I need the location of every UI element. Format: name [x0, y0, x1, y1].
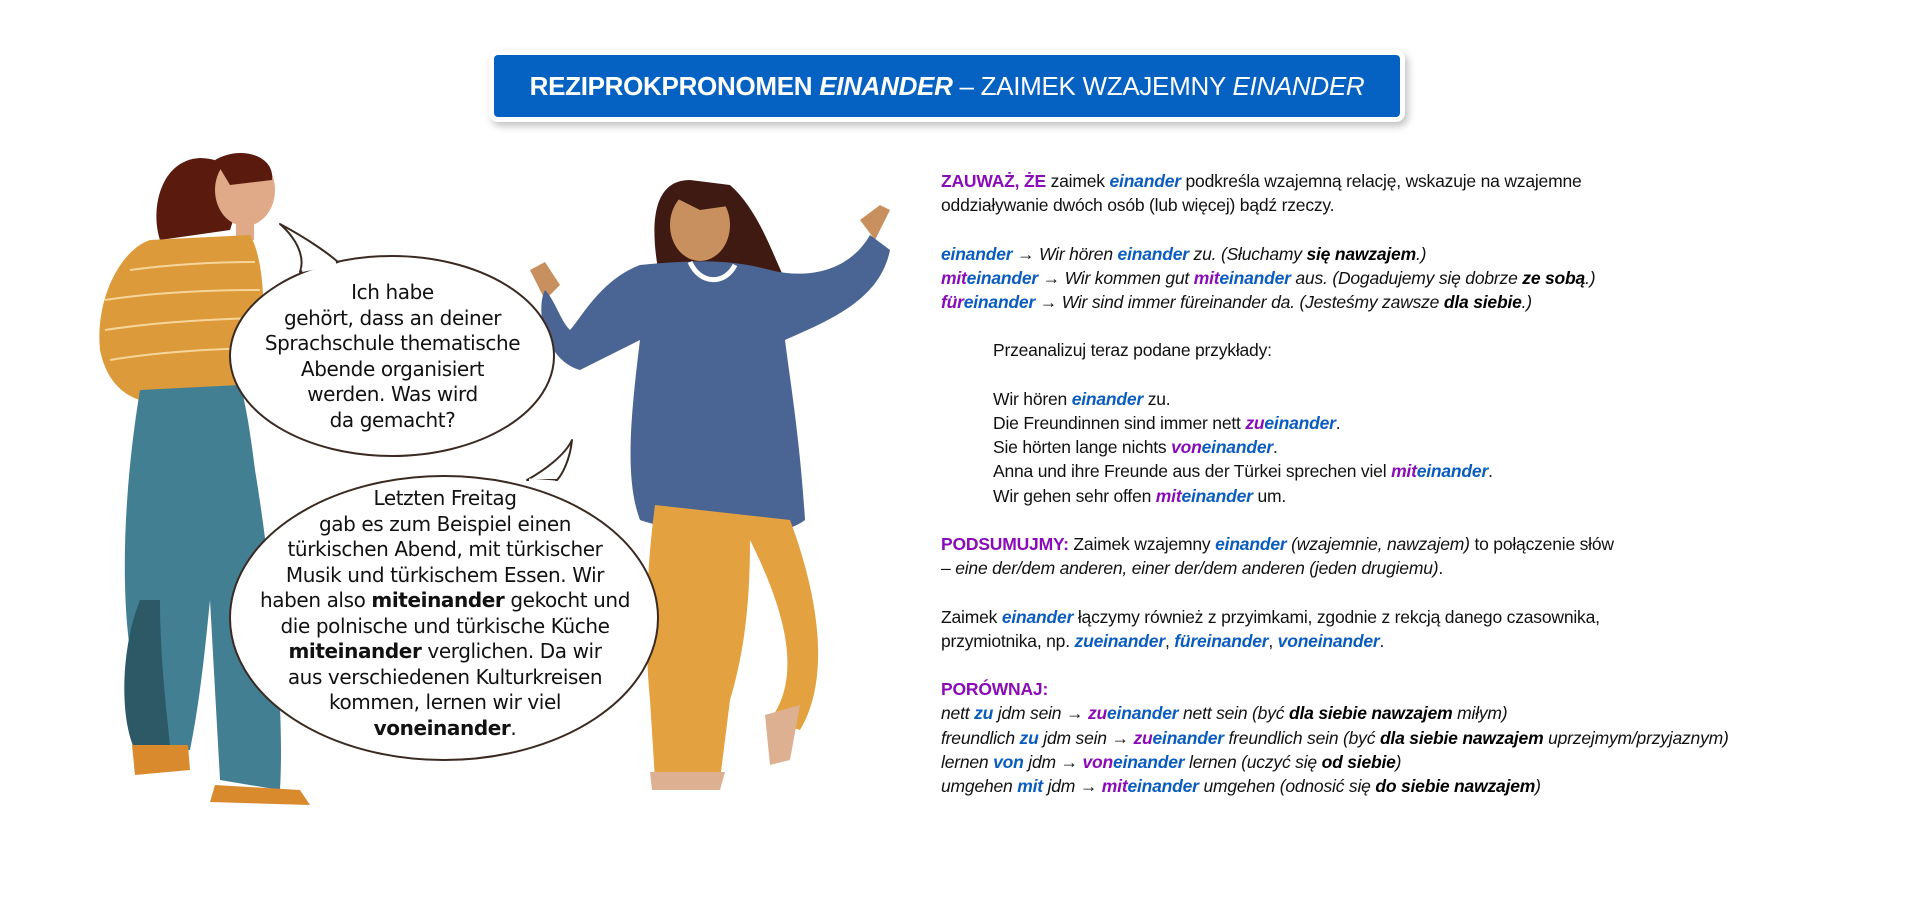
text-segment: Die Freundinnen sind immer nett — [993, 412, 1246, 433]
text-line — [941, 484, 1901, 508]
title-polish: – ZAIMEK WZAJEMNY — [952, 70, 1233, 101]
bubble-line — [240, 331, 545, 357]
bubble-line — [240, 357, 545, 383]
highlighted-word: einander — [1215, 533, 1287, 554]
text-segment: dla siebie nawzajem — [1379, 727, 1544, 748]
highlighted-word: einander — [1219, 267, 1291, 288]
text-segment: do siebie nawzajem — [1375, 775, 1536, 796]
text-segment: umgehen (odnosić się — [1198, 775, 1376, 796]
text-segment: nett sein ( — [1178, 703, 1258, 724]
text-segment: ) — [1535, 775, 1541, 796]
text-segment: ) — [1395, 751, 1402, 772]
bubble-line — [240, 306, 545, 332]
text-segment: türkischen Abend, mit türkischer — [287, 537, 603, 561]
highlighted-word: einander — [1127, 775, 1199, 796]
text-line — [941, 774, 1901, 798]
highlighted-word: zu — [974, 703, 994, 724]
blank-line — [941, 314, 1901, 338]
highlighted-word: einander — [941, 243, 1013, 264]
text-line — [941, 726, 1901, 750]
text-segment: lernen (uczyć się — [1184, 751, 1322, 772]
text-segment: . — [510, 715, 517, 740]
text-line — [941, 677, 1901, 701]
highlighted-word: mit — [1193, 267, 1220, 288]
text-segment: uprzejmym/przyjaznym) — [1543, 727, 1729, 748]
text-segment: Sprachschule thematische — [264, 331, 521, 355]
bubble-line — [240, 382, 545, 408]
bubble-line — [240, 280, 545, 306]
blank-line — [941, 217, 1901, 241]
bubble-line — [240, 716, 650, 742]
text-segment: Letzten Freitag — [373, 486, 517, 510]
text-segment: . — [1438, 558, 1444, 579]
text-segment: um. — [1252, 485, 1287, 506]
highlighted-word: mit — [1391, 461, 1417, 482]
text-segment: (wzajemnie, nawzajem) — [1291, 533, 1470, 554]
text-segment: Abende organisiert — [300, 356, 485, 381]
text-segment: podkreśla wzajemną relację, wskazuje na wzajemne — [1180, 171, 1582, 191]
text-segment: .) — [1521, 292, 1532, 312]
text-segment: zu. — [1143, 388, 1171, 409]
highlighted-word: einander — [1109, 171, 1181, 191]
text-segment: oddziaływanie dwóch osób (lub więcej) bądź rzeczy. — [941, 195, 1335, 216]
text-segment: Wir gehen sehr offen — [993, 485, 1156, 506]
text-line — [941, 629, 1901, 653]
text-segment: gekocht und — [504, 588, 630, 612]
text-segment: .) — [1415, 243, 1427, 264]
text-segment: Przeanalizuj teraz podane przykłady: — [993, 340, 1272, 361]
title-polish-einander: EINANDER — [1232, 70, 1365, 101]
blank-line — [941, 508, 1901, 532]
text-line — [941, 435, 1901, 459]
text-segment: jdm → — [1042, 775, 1102, 796]
text-segment: być — [1257, 703, 1289, 724]
text-segment: . — [1488, 461, 1493, 482]
highlighted-word: mit — [1101, 775, 1128, 796]
text-segment: łączymy również z przyimkami, zgodnie z rekcją danego czasownika, — [1073, 606, 1600, 627]
text-segment: . — [1272, 437, 1278, 458]
page-title — [494, 55, 1400, 117]
bubble-line — [240, 588, 650, 614]
text-segment: die polnische und türkische Küche — [280, 613, 610, 638]
text-segment: da gemacht? — [329, 407, 456, 432]
text-segment: freundlich — [941, 727, 1020, 748]
text-segment: przymiotnika, np. — [941, 630, 1075, 651]
text-segment: umgehen — [941, 775, 1018, 796]
highlighted-word: zu — [1087, 703, 1108, 724]
highlighted-word: füreinander — [1174, 630, 1269, 651]
bubble-line — [240, 537, 650, 563]
highlighted-word: einander — [966, 267, 1038, 288]
highlighted-word: mit — [941, 267, 967, 288]
text-line — [941, 556, 1901, 580]
text-segment: jdm sein → — [1038, 727, 1134, 748]
text-segment: gehört, dass an deiner — [283, 305, 502, 330]
text-segment: lernen — [941, 751, 994, 772]
text-segment: jdm → — [1023, 751, 1083, 772]
text-segment: zaimek — [1045, 171, 1110, 191]
text-segment: , — [1268, 630, 1278, 651]
highlighted-word: zueinander — [1074, 630, 1165, 651]
text-segment: freundlich sein (być — [1223, 727, 1380, 748]
speech-bubble-answer-text — [240, 486, 650, 741]
bubble-line — [240, 563, 650, 589]
bold-word: miteinander — [371, 588, 505, 612]
text-segment: kommen, lernen wir viel — [328, 690, 562, 714]
text-segment: → Wir kommen gut — [1038, 267, 1194, 288]
text-line — [941, 338, 1901, 362]
text-segment: miłym) — [1452, 703, 1508, 724]
bold-word: miteinander — [288, 639, 422, 663]
text-segment: → Wir sind immer füreinander da. (Jesteśmy zawsze — [1035, 292, 1444, 312]
text-segment: dla siebie nawzajem — [1288, 703, 1453, 724]
highlighted-word: einander — [1416, 461, 1489, 482]
highlighted-word: einander — [1117, 243, 1189, 264]
text-line — [941, 459, 1901, 483]
bold-word: voneinander — [373, 715, 511, 740]
text-segment: jdm sein → — [993, 703, 1088, 724]
text-segment: aus. (Dogadujemy się dobrze — [1290, 267, 1523, 288]
highlighted-word: einander — [1001, 606, 1074, 627]
blank-line — [941, 653, 1901, 677]
blank-line — [941, 580, 1901, 604]
text-segment: haben also — [260, 588, 372, 612]
bubble-line — [240, 639, 650, 665]
bubble-line — [240, 614, 650, 640]
highlighted-word: von — [993, 751, 1024, 772]
text-segment: to połączenie słów — [1469, 533, 1614, 554]
speech-bubble-question-text — [240, 280, 545, 433]
text-segment: się nawzajem — [1306, 243, 1416, 264]
text-segment: gab es zum Beispiel einen — [318, 511, 572, 536]
highlighted-word: für — [941, 292, 964, 312]
text-line — [941, 193, 1901, 217]
highlighted-word: einander — [1152, 727, 1224, 748]
text-segment: Zaimek — [941, 606, 1002, 627]
highlighted-word: mit — [1017, 775, 1043, 796]
text-segment: ze sobą — [1522, 267, 1586, 288]
title-german: REZIPROKPRONOMEN — [529, 70, 820, 101]
highlighted-word: zu — [1133, 727, 1153, 748]
highlighted-word: mit — [1155, 485, 1182, 506]
section-heading: PODSUMUJMY: — [941, 533, 1069, 554]
text-line — [941, 605, 1901, 629]
text-segment: nett — [941, 703, 975, 724]
section-heading: ZAUWAŻ, ŻE — [941, 171, 1046, 191]
highlighted-word: einander — [1071, 388, 1144, 409]
text-segment: . — [1335, 412, 1341, 433]
section-heading: PORÓWNAJ: — [941, 679, 1049, 700]
text-line — [941, 387, 1901, 411]
explanation-text — [941, 169, 1901, 798]
text-segment: verglichen. Da wir — [421, 639, 602, 663]
highlighted-word: einander — [963, 292, 1036, 312]
bubble-line — [240, 690, 650, 716]
text-line — [941, 750, 1901, 774]
highlighted-word: einander — [1201, 437, 1273, 458]
text-line — [941, 290, 1901, 314]
text-segment: , — [1164, 630, 1175, 651]
highlighted-word: einander — [1113, 751, 1185, 772]
text-segment: → Wir hören — [1012, 243, 1118, 264]
highlighted-word: voneinander — [1277, 630, 1380, 651]
text-segment: werden. Was wird — [307, 382, 478, 406]
text-line — [941, 532, 1901, 556]
text-segment: – eine der/dem anderen, einer der/dem anderen (jeden drugiemu) — [941, 558, 1439, 579]
text-segment: aus verschiedenen Kulturkreisen — [287, 664, 603, 689]
text-segment: Anna und ihre Freunde aus der Türkei sprechen viel — [993, 461, 1392, 482]
highlighted-word: einander — [1181, 485, 1253, 506]
text-segment: Zaimek wzajemny — [1068, 533, 1216, 554]
bubble-line — [240, 512, 650, 538]
highlighted-word: einander — [1107, 703, 1179, 724]
text-segment: Musik und türkischem Essen. Wir — [285, 562, 605, 587]
text-line — [941, 266, 1901, 290]
text-segment: Wir hören — [993, 388, 1072, 409]
highlighted-word: zu — [1019, 727, 1039, 748]
highlighted-word: einander — [1264, 412, 1336, 433]
bubble-line — [240, 665, 650, 691]
text-segment: dla siebie — [1443, 292, 1522, 312]
text-segment: .) — [1585, 267, 1596, 288]
bubble-line — [240, 408, 545, 434]
highlighted-word: von — [1171, 437, 1202, 458]
highlighted-word: zu — [1245, 412, 1265, 433]
title-german-einander: EINANDER — [819, 70, 953, 101]
bubble-line — [240, 486, 650, 512]
text-segment: zu. (Słuchamy — [1188, 243, 1307, 264]
highlighted-word: von — [1082, 751, 1114, 772]
text-segment: Sie hörten lange nichts — [993, 437, 1172, 458]
text-line — [941, 169, 1901, 193]
text-segment: od siebie — [1321, 751, 1396, 772]
text-line — [941, 701, 1901, 725]
blank-line — [941, 363, 1901, 387]
text-line — [941, 242, 1901, 266]
text-segment: Ich habe — [351, 280, 434, 304]
text-segment: . — [1379, 630, 1385, 651]
text-line — [941, 411, 1901, 435]
